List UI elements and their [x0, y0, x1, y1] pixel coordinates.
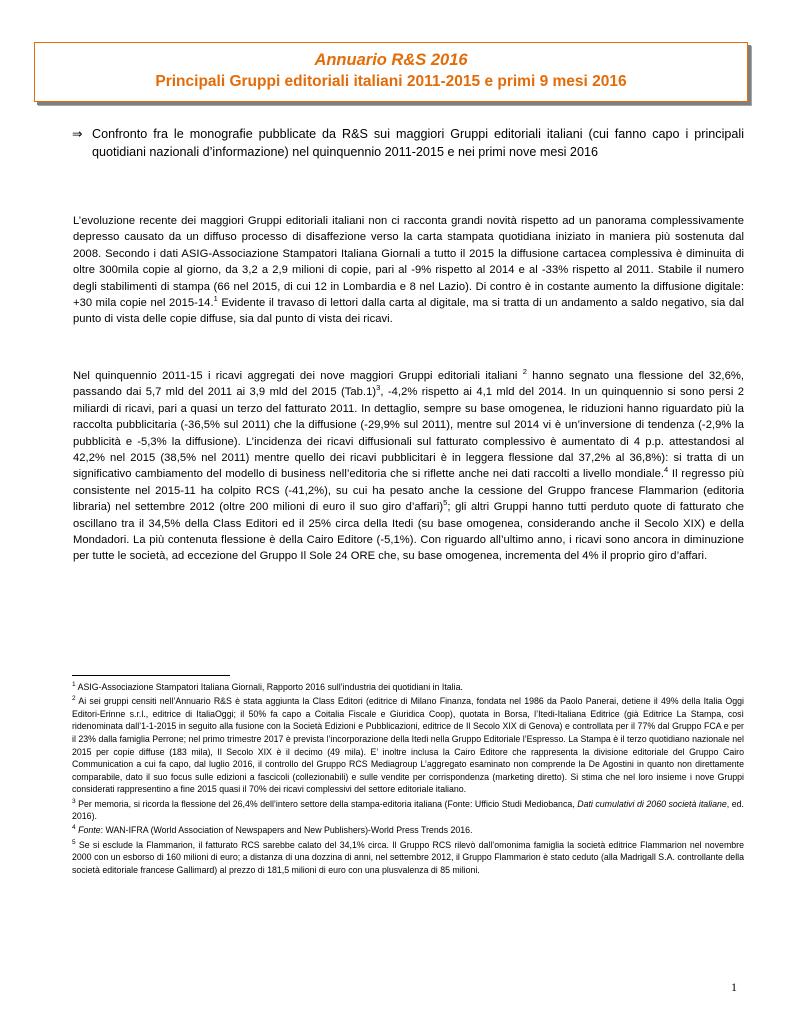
paragraph-text: , -4,2% rispetto ai 4,1 mld del 2014. In un quinquennio si sono persi 2 miliardi di ricavi, pari a quasi un terzo del fatturato 2011. In dettaglio, sempre su base omogenea, le riduzioni hanno riguardato più la raccolta pubblicitaria (-36,5% sul 2011) che la diffusione (-29,9% sul 2011), mentre sul 2014 vi è un’inversione di tendenza (-2,9% la pubblicità e -5,3% la diffusione). L’incidenza dei ricavi diffusionali sul fatturato complessivo è aumentato di 4 p.p. attestandosi al 42,2% nel 2015 (38,5% nel 2011) mentre quello dei ricavi pubblicitari è in leggera flessione dal 37,2% al 36,8%): si tratta di un significativo cambiamento del modello di business nell’editoria che si riflette anche nei dati raccolti a livello mondiale.: [73, 386, 744, 481]
intro-bullet: [72, 126, 744, 161]
intro-text: Confronto fra le monografie pubblicate da R&S sui maggiori Gruppi editoriali italiani (cui fanno capo i principali quotidiani nazionali d’informazione) nel quinquennio 2011-2015 e nei primi nove mesi 2016: [92, 127, 744, 159]
paragraph-text: Il regresso più consistente nel 2015-11 ha colpito RCS (-41,2%), su cui ha pesato anche la cessione del Gruppo francese Flammarion (editoria libraria) nel settembre 2012 (oltre 200 milioni di euro il suo giro d’affari): [73, 468, 744, 514]
footnote-1: [72, 681, 744, 694]
footnote-3: [72, 798, 744, 823]
document-title: Annuario R&S 2016: [314, 51, 468, 69]
footnote-5: [72, 839, 744, 877]
footnote-ref-5[interactable]: 5: [443, 498, 448, 508]
paragraph-text: Evidente il travaso di lettori dalla carta al digitale, ma si tratta di un andamento a saldo negativo, sia dal punto di vista delle copie diffuse, sia dal punto di vista dei ricavi.: [73, 297, 744, 326]
paragraph-text: Nel quinquennio 2011-15 i ricavi aggregati dei nove maggiori Gruppi editoriali italiani: [73, 370, 523, 382]
footnote-ref-4[interactable]: 4: [664, 465, 669, 475]
footnote-4: [72, 824, 744, 837]
footnote-ref-1[interactable]: 1: [213, 294, 218, 304]
footnote-divider: [72, 675, 230, 676]
footnotes: [72, 681, 744, 878]
footnote-number: 1: [72, 681, 76, 688]
footnote-ref-3[interactable]: 3: [376, 383, 381, 393]
footnote-text: : WAN-IFRA (World Association of Newspapers and New Publishers)-World Press Trends 2016.: [100, 825, 473, 836]
footnote-source-title: Dati cumulativi di 2060 società italiane: [577, 798, 727, 809]
footnote-number: 3: [72, 797, 76, 805]
paragraph-text: hanno segnato una flessione del 32,6%, passando dai 5,7 mld del 2011 ai 3,9 mld del 2015 (Tab.1): [73, 370, 744, 399]
footnote-text: Se si esclude la Flammarion, il fatturato RCS sarebbe calato del 34,1% circa. Il Gruppo RCS rilevò dall’omonima famiglia la società editrice Flammarion nel novembre 2000 con un esborso di 160 milioni di euro; a distanza di una dozzina di anni, nel settembre 2012, il Gruppo Flammarion è stato ceduto (alla Madrigall S.A. controllante della società editoriale francese Gallimard) al prezzo di 181,5 milioni di euro con una plusvalenza di 85 milioni.: [72, 839, 744, 875]
footnote-number: 2: [72, 695, 76, 703]
page-number: 1: [731, 980, 737, 994]
footnote-ref-2[interactable]: 2: [522, 367, 527, 376]
footnote-2: [72, 695, 744, 796]
title-box: [34, 42, 748, 102]
paragraph-text: ; gli altri Gruppi hanno tutti perduto quote di fatturato che oscillano tra il 34,5% della Class Editori ed il 25% circa della Itedi (su base omogenea, considerando anche il Secolo XIX) e della Mondadori. La più contenuta flessione è della Cairo Editore (-5,1%). Con riguardo all’ultimo anno, i ricavi sono ancora in diminuzione per tutte le società, ad eccezione del Gruppo Il Sole 24 ORE che, su base omogenea, incrementa del 4% il proprio giro d’affari.: [73, 501, 744, 563]
footnote-text: ASIG-Associazione Stampatori Italiana Giornali, Rapporto 2016 sull’industria dei quotidiani in Italia.: [75, 682, 463, 692]
footnote-number: 4: [72, 824, 76, 832]
footnote-text: Per memoria, si ricorda la flessione del 26,4% dell’intero settore della stampa-editoria italiana (Fonte: Ufficio Studi Mediobanca,: [75, 798, 578, 809]
body-paragraph-2: [73, 368, 744, 565]
paragraph-text: L’evoluzione recente dei maggiori Gruppi editoriali italiani non ci racconta grandi novità rispetto ad un panorama complessivamente depresso causato da un diffuso processo di disaffezione verso la carta stampata quotidiana iniziato in maniera più sostenuta dal 2008. Secondo i dati ASIG-Associazione Stampatori Italiana Giornali a tutto il 2015 la diffusione cartacea complessiva è diminuita di oltre 300mila copie al giorno, da 3,2 a 2,9 milioni di copie, pari al -9% rispetto al 2014 e al -33% rispetto al 2011. Stabile il numero degli stabilimenti di stampa (66 nel 2015, di cui 12 in Lombardia e 8 nel Lazio). Di contro è in costante aumento la diffusione digitale: +30 mila copie nel 2015-14.: [73, 215, 744, 310]
document-subtitle: Principali Gruppi editoriali italiani 2011-2015 e primi 9 mesi 2016: [155, 73, 627, 90]
footnote-number: 5: [72, 838, 76, 846]
footnote-text: Ai sei gruppi censiti nell’Annuario R&S è stata aggiunta la Class Editori (editrice di Milano Finanza, fondata nel 1986 da Paolo Panerai, detiene il 49% della Italia Oggi Editori-Erinne s.r.l., editrice di ItaliaOggi; il 50% fa capo a Coitalia Fiscale e Giuridica Coop), quotata in Borsa, l’Itedi-Italiana Editrice (già Editrice La Stampa, così ridenominata dall’1-1-2015 in seguito alla fusione con la Società Edizioni e Pubblicazioni, editrice de Il Secolo XIX di Genova) e controllata per il 77% dal Gruppo FCA e per il 23% dalla famiglia Perrone; nel primo trimestre 2017 è prevista l’incorporazione della Itedi nella Gruppo Editoriale l’Espresso. La Stampa è il terzo quotidiano nazionale nel 2015 per copie diffuse (183 mila), Il Secolo XIX è il decimo (49 mila). E’ inoltre inclusa la Cairo Editore che rappresenta la divisione editoriale del Gruppo Cairo Communication a cui fa capo, dal luglio 2016, il controllo del Gruppo RCS Mediagroup L’aggregato esaminato non comprende la De Agostini in quanto non direttamente comparabile, dato il suo focus sulle edizioni a fascicoli (collezionabili) e sulle vendite per corrispondenza (marketing diretto). Si stima che nel loro insieme i nove Gruppi considerati rappresentino a fine 2015 quasi il 70% dei ricavi complessivi del settore editoriale italiano.: [72, 696, 744, 795]
footnote-source-label: Fonte: [78, 825, 101, 836]
body-paragraph-1: [73, 213, 744, 328]
arrow-right-icon: ⇒: [72, 127, 83, 141]
footnote-text: , ed. 2016).: [72, 798, 744, 822]
